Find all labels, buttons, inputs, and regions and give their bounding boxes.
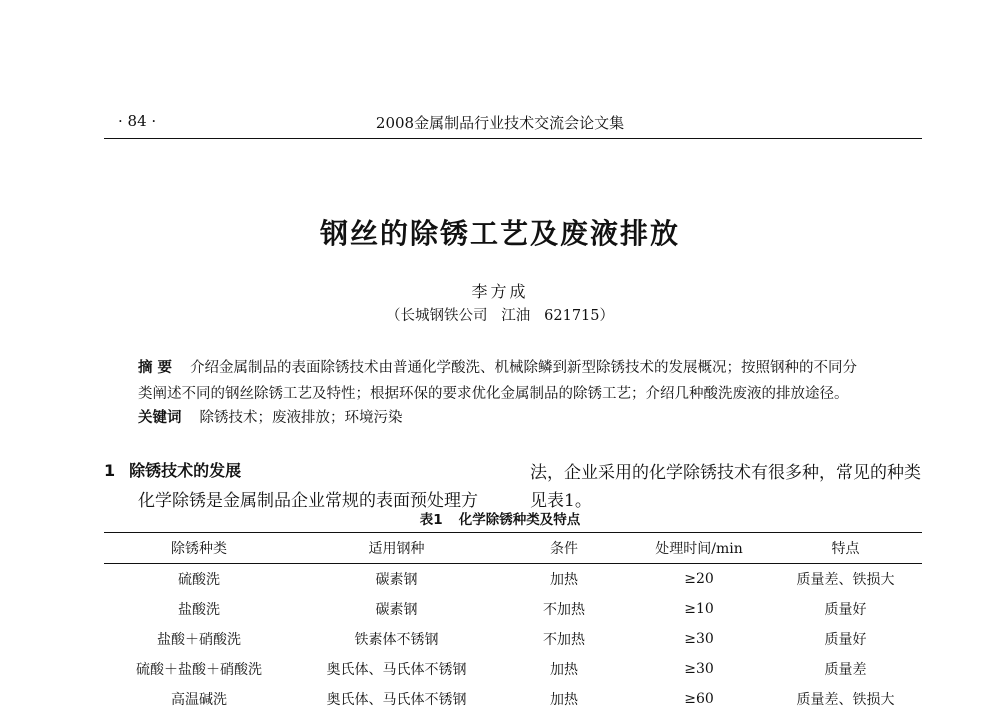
column-header: 条件 bbox=[499, 533, 629, 564]
keywords-label: 关键词 bbox=[138, 410, 182, 426]
table-cell: 奥氏体、马氏体不锈钢 bbox=[326, 662, 467, 678]
body-text-left: 化学除锈是金属制品企业常规的表面预处理方 bbox=[138, 491, 478, 511]
table-row bbox=[104, 564, 922, 595]
section-title: 除锈技术的发展 bbox=[129, 461, 242, 480]
table-cell: ≥30 bbox=[684, 631, 714, 647]
paper-title: 钢丝的除锈工艺及废液排放 bbox=[319, 217, 680, 250]
table-cell: 加热 bbox=[550, 692, 578, 708]
table-cell: 加热 bbox=[550, 572, 578, 588]
abstract-text-1: 介绍金属制品的表面除锈技术由普通化学酸洗、机械除鳞到新型除锈技术的发展概况；按照钢种的不同分 bbox=[190, 360, 858, 376]
table-header-row bbox=[104, 533, 922, 564]
table-row bbox=[104, 624, 922, 654]
table-cell: 硫酸洗 bbox=[178, 572, 220, 588]
table-caption-number: 表1 bbox=[419, 512, 443, 528]
header-rule bbox=[104, 138, 922, 139]
table-row bbox=[104, 654, 922, 684]
section-number: 1 bbox=[104, 461, 116, 480]
table-cell: ≥10 bbox=[684, 601, 714, 617]
section-heading bbox=[104, 458, 241, 481]
table-cell: 质量差、铁损大 bbox=[796, 692, 895, 708]
table-cell: 奥氏体、马氏体不锈钢 bbox=[326, 692, 467, 708]
running-header: 2008金属制品行业技术交流会论文集 bbox=[375, 114, 625, 132]
table-cell: ≥20 bbox=[684, 571, 714, 587]
table-caption-title: 化学除锈种类及特点 bbox=[458, 512, 581, 528]
table-row bbox=[104, 594, 922, 624]
abstract-label: 摘 要 bbox=[138, 360, 173, 376]
affiliation: （长城钢铁公司 江油 621715） bbox=[385, 308, 614, 324]
keywords-text: 除锈技术；废液排放；环境污染 bbox=[199, 410, 403, 426]
table-cell: 碳素钢 bbox=[375, 602, 418, 618]
table-cell: 盐酸＋硝酸洗 bbox=[157, 632, 241, 648]
table-cell: 碳素钢 bbox=[375, 572, 418, 588]
table-cell: 高温碱洗 bbox=[171, 692, 227, 708]
column-header: 特点 bbox=[769, 533, 922, 564]
table-cell: ≥30 bbox=[684, 661, 714, 677]
table-cell: 铁素体不锈钢 bbox=[354, 632, 439, 648]
table-cell: 质量好 bbox=[824, 602, 867, 618]
table-cell: 硫酸＋盐酸＋硝酸洗 bbox=[136, 662, 262, 678]
column-header: 除锈种类 bbox=[104, 533, 294, 564]
table-cell: 加热 bbox=[550, 662, 578, 678]
table-cell: 不加热 bbox=[543, 602, 585, 618]
column-header: 处理时间/min bbox=[629, 533, 769, 564]
abstract-line-2: 类阐述不同的钢丝除锈工艺及特性；根据环保的要求优化金属制品的除锈工艺；介绍几种酸洗废液的排放途径。 bbox=[138, 386, 849, 402]
table-caption bbox=[0, 508, 1000, 528]
body-text-right-1: 法，企业采用的化学除锈技术有很多种，常见的种类 bbox=[530, 463, 921, 483]
table-cell: 质量差 bbox=[824, 662, 867, 678]
table-cell: 质量好 bbox=[824, 632, 867, 648]
table-row bbox=[104, 684, 922, 714]
keywords bbox=[138, 406, 403, 427]
page-number: · 84 · bbox=[118, 112, 157, 130]
column-header: 适用钢种 bbox=[294, 533, 499, 564]
table-cell: 质量差、铁损大 bbox=[796, 572, 895, 588]
table-cell: 不加热 bbox=[543, 632, 585, 648]
abstract-line-1 bbox=[138, 356, 857, 377]
rust-removal-table bbox=[104, 532, 922, 714]
author: 李方成 bbox=[471, 282, 529, 301]
body-text-right-2: 见表1。 bbox=[530, 491, 592, 511]
table-cell: 盐酸洗 bbox=[178, 602, 220, 618]
table-cell: ≥60 bbox=[684, 691, 714, 707]
